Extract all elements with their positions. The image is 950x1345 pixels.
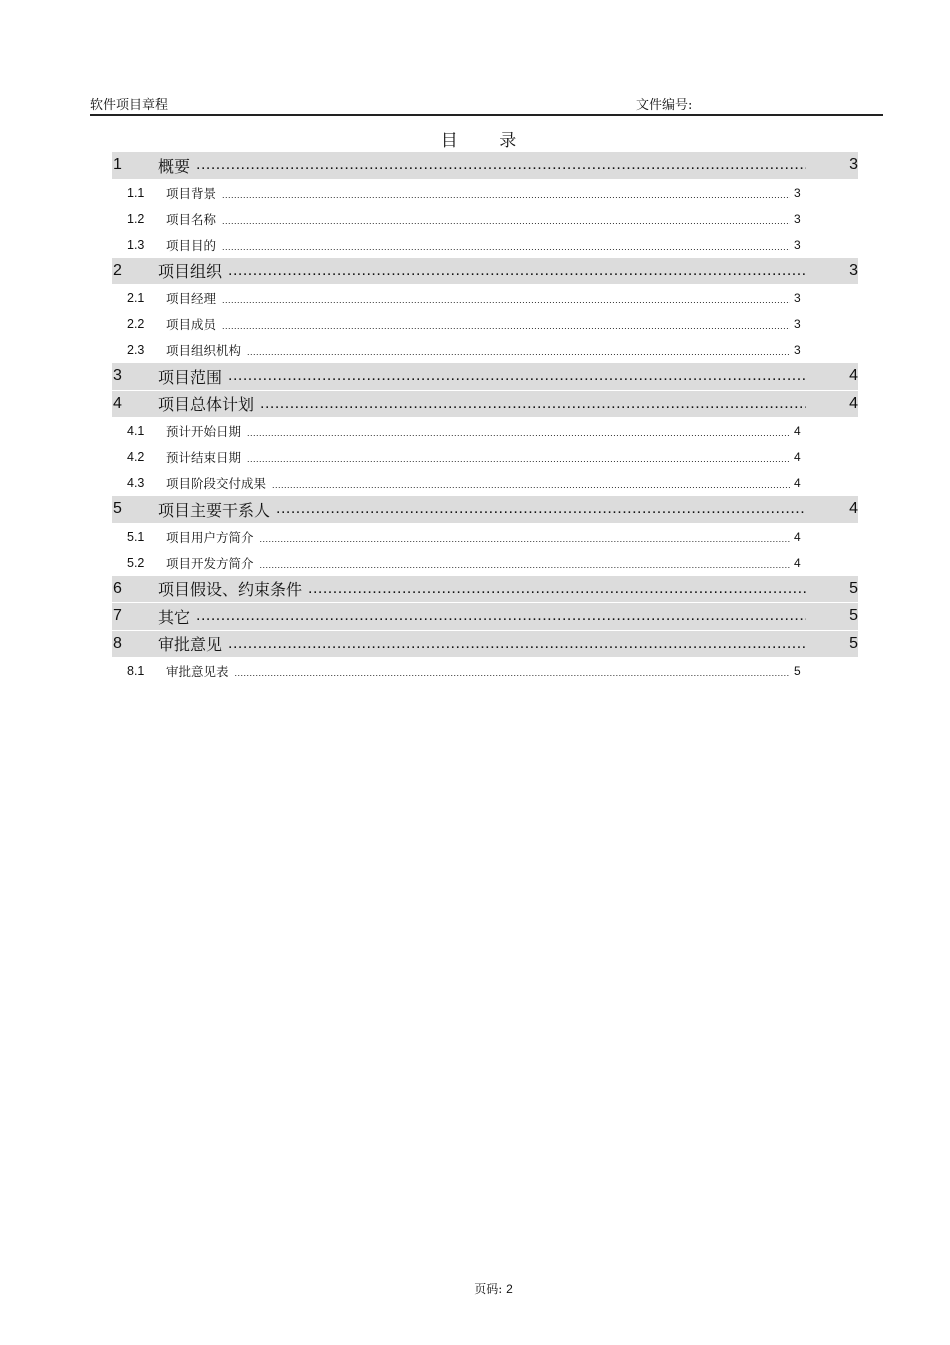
- toc-entry-page: 3: [794, 185, 801, 200]
- toc-leader-dots: [308, 580, 806, 598]
- toc-entry-page: 4: [849, 500, 858, 518]
- toc-entry-number: 7: [113, 607, 122, 625]
- toc-entry-page: 5: [794, 664, 801, 678]
- toc-entry-number: 8: [113, 634, 122, 652]
- toc-leader-dots: [247, 454, 790, 464]
- toc-entry-label: 项目总体计划: [158, 395, 255, 415]
- toc-entry[interactable]: [112, 337, 858, 363]
- toc-entry-label: 项目阶段交付成果: [166, 476, 267, 491]
- toc-entry[interactable]: [112, 152, 858, 180]
- toc-title: 目 录: [440, 131, 535, 151]
- toc-leader-dots: [228, 367, 806, 385]
- toc-entry-number: 1: [113, 156, 122, 174]
- toc-leader-dots: [247, 347, 790, 357]
- toc-entry-label: 概要: [158, 156, 191, 176]
- table-of-contents: [112, 152, 858, 684]
- toc-entry-number: 1.2: [127, 211, 145, 226]
- toc-entry-page: 5: [849, 607, 858, 625]
- toc-entry[interactable]: [112, 444, 858, 470]
- toc-leader-dots: [228, 635, 806, 653]
- toc-entry-page: 5: [849, 579, 858, 597]
- page-number-label: 页码:: [474, 1282, 503, 1296]
- toc-entry-label: 项目假设、约束条件: [158, 580, 303, 600]
- toc-leader-dots: [235, 668, 790, 678]
- toc-entry-label: 项目主要干系人: [158, 500, 271, 520]
- toc-entry-page: 4: [794, 476, 801, 490]
- toc-leader-dots: [222, 321, 790, 331]
- toc-leader-dots: [260, 560, 790, 570]
- toc-entry-page: 3: [849, 156, 858, 174]
- toc-entry[interactable]: [112, 180, 858, 206]
- toc-entry-page: 4: [849, 394, 858, 412]
- toc-entry-page: 4: [849, 367, 858, 385]
- toc-entry-page: 3: [794, 317, 801, 331]
- toc-leader-dots: [222, 216, 790, 226]
- toc-entry[interactable]: [112, 550, 858, 576]
- toc-entry-label: 项目范围: [158, 367, 223, 387]
- toc-leader-dots: [276, 500, 806, 518]
- page-number: 2: [506, 1282, 513, 1296]
- toc-leader-dots: [260, 534, 790, 544]
- toc-leader-dots: [196, 156, 806, 174]
- toc-entry-label: 项目背景: [166, 185, 217, 201]
- toc-entry-number: 4.1: [127, 424, 145, 438]
- toc-entry-page: 3: [794, 211, 801, 226]
- toc-entry-number: 6: [113, 579, 122, 597]
- toc-entry[interactable]: [112, 391, 858, 419]
- toc-leader-dots: [222, 295, 790, 305]
- toc-entry-label: 审批意见表: [166, 664, 229, 679]
- toc-entry-page: 3: [794, 291, 801, 305]
- toc-entry-page: 4: [794, 555, 801, 570]
- toc-entry-number: 2: [113, 261, 122, 279]
- toc-leader-dots: [228, 262, 806, 280]
- toc-entry-label: 其它: [158, 607, 191, 627]
- toc-entry-page: 3: [794, 343, 801, 357]
- toc-entry[interactable]: [112, 258, 858, 286]
- toc-entry[interactable]: [112, 232, 858, 258]
- toc-entry-page: 4: [794, 529, 801, 544]
- toc-leader-dots: [222, 242, 790, 252]
- toc-entry-number: 3: [113, 367, 122, 385]
- toc-entry-page: 4: [794, 450, 801, 464]
- toc-entry-label: 预计结束日期: [166, 450, 242, 465]
- toc-entry-number: 5.2: [127, 555, 145, 570]
- page-footer: [0, 1280, 950, 1297]
- toc-entry[interactable]: [112, 311, 858, 337]
- toc-entry[interactable]: [112, 631, 858, 659]
- toc-entry[interactable]: [112, 603, 858, 631]
- toc-entry-label: 项目目的: [166, 237, 217, 253]
- toc-entry-number: 2.1: [127, 291, 145, 305]
- toc-entry-page: 3: [849, 261, 858, 279]
- toc-entry-label: 项目经理: [166, 291, 217, 306]
- toc-leader-dots: [260, 395, 806, 413]
- toc-entry-label: 预计开始日期: [166, 424, 242, 439]
- toc-entry-label: 项目组织机构: [166, 343, 242, 358]
- document-title: 软件项目章程: [90, 98, 169, 113]
- toc-entry-page: 4: [794, 424, 801, 438]
- toc-entry-label: 项目组织: [158, 262, 223, 282]
- toc-entry[interactable]: [112, 658, 858, 684]
- toc-leader-dots: [196, 607, 806, 625]
- document-number-label: 文件编号:: [636, 98, 693, 113]
- toc-leader-dots: [272, 480, 790, 490]
- toc-leader-dots: [247, 428, 790, 438]
- toc-leader-dots: [222, 190, 790, 200]
- toc-entry-label: 项目成员: [166, 317, 217, 332]
- toc-entry[interactable]: [112, 524, 858, 550]
- toc-entry-label: 项目用户方简介: [166, 529, 254, 545]
- toc-entry-label: 项目名称: [166, 211, 217, 227]
- toc-entry[interactable]: [112, 496, 858, 524]
- toc-entry[interactable]: [112, 363, 858, 391]
- toc-entry-number: 4.3: [127, 476, 145, 490]
- toc-entry[interactable]: [112, 418, 858, 444]
- toc-entry-number: 1.1: [127, 185, 145, 200]
- toc-entry[interactable]: [112, 470, 858, 496]
- toc-entry[interactable]: [112, 576, 858, 604]
- toc-entry-number: 2.3: [127, 343, 145, 357]
- toc-entry-number: 4.2: [127, 450, 145, 464]
- toc-entry-number: 5.1: [127, 529, 145, 544]
- toc-entry[interactable]: [112, 285, 858, 311]
- toc-entry-number: 8.1: [127, 664, 145, 678]
- toc-entry-number: 4: [113, 394, 122, 412]
- toc-entry-label: 审批意见: [158, 635, 223, 655]
- toc-entry-label: 项目开发方简介: [166, 555, 254, 571]
- toc-entry-number: 1.3: [127, 237, 145, 252]
- toc-entry-number: 5: [113, 500, 122, 518]
- toc-entry[interactable]: [112, 206, 858, 232]
- toc-entry-number: 2.2: [127, 317, 145, 331]
- page-header: [90, 92, 883, 116]
- toc-entry-page: 5: [849, 634, 858, 652]
- toc-entry-page: 3: [794, 237, 801, 252]
